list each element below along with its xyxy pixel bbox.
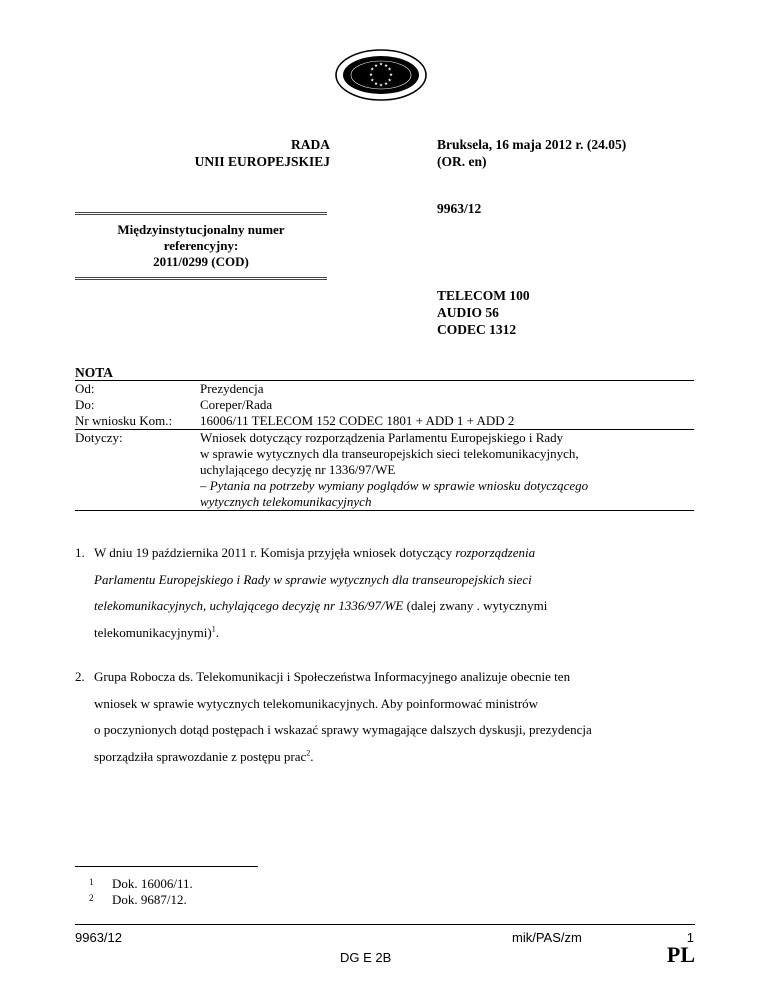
code-codec: CODEC 1312 (437, 322, 517, 337)
paragraph-text: telekomunikacyjnymi) (94, 624, 212, 640)
footnote-number: 1 (89, 877, 94, 887)
note-label: Od: (75, 381, 95, 396)
svg-text:★: ★ (370, 67, 375, 73)
svg-text:★: ★ (378, 62, 384, 68)
ref-value: 2011/0299 (COD) (153, 254, 249, 269)
footnote-ref: 2 (306, 748, 311, 758)
svg-text:★: ★ (383, 82, 389, 88)
note-label: Do: (75, 397, 95, 412)
svg-text:★: ★ (387, 78, 392, 84)
footnote-text: Dok. 16006/11. (112, 876, 193, 891)
note-row-proposal (75, 413, 694, 430)
place-date-line-1: Bruksela, 16 maja 2012 r. (24.05) (437, 137, 627, 152)
place-date (437, 136, 737, 170)
footer-initials: mik/PAS/zm (512, 930, 582, 945)
subject-italic-line: – Pytania na potrzeby wymiany poglądów w sprawie wniosku dotyczącego (200, 478, 589, 493)
footnote-text: Dok. 9687/12. (112, 892, 187, 907)
note-label: Dotyczy: (75, 430, 123, 445)
footnote-separator (75, 866, 258, 867)
svg-text:★: ★ (387, 67, 392, 73)
paragraph-text: wniosek w sprawie wytycznych telekomunikacyjnych. Aby poinformować ministrów (94, 695, 539, 711)
paragraph-2 (75, 664, 695, 770)
svg-text:★: ★ (378, 83, 384, 89)
eu-council-logo (335, 46, 427, 104)
note-title: NOTA (75, 365, 114, 380)
svg-text:★: ★ (383, 63, 389, 69)
svg-text:★: ★ (368, 73, 374, 78)
svg-text:★: ★ (370, 78, 375, 84)
subject-line: Wniosek dotyczący rozporządzenia Parlamentu Europejskiego i Rady (200, 430, 564, 445)
subject-line: w sprawie wytycznych dla transeuropejskich sieci telekomunikacyjnych, (200, 446, 579, 461)
footer-doc-number: 9963/12 (75, 930, 122, 945)
svg-text:★: ★ (388, 73, 394, 78)
svg-text:★: ★ (373, 63, 379, 69)
paragraph-text: W dniu 19 października 2011 r. Komisja przyjęła wniosek dotyczący (94, 545, 456, 560)
note-row-subject (75, 430, 694, 510)
subject-italic-line: wytycznych telekomunikacyjnych (200, 494, 372, 509)
council-name (150, 136, 330, 170)
council-line-2: UNII EUROPEJSKIEJ (194, 154, 330, 169)
paragraph-number: 1. (75, 545, 85, 560)
paragraph-text: o poczynionych dotąd postępach i wskazać sprawy wymagające dalszych dyskusji, prezydencja (94, 722, 592, 737)
note-table (75, 380, 694, 511)
footer-directorate: DG E 2B (340, 950, 392, 965)
ref-label-line-1: Międzyinstytucjonalny numer (117, 222, 285, 237)
note-row-to (75, 397, 694, 413)
note-label: Nr wniosku Kom.: (75, 413, 173, 428)
footnote-number: 2 (89, 893, 94, 903)
note-value: Prezydencja (200, 381, 264, 396)
ref-label-line-2: referencyjny: (163, 238, 239, 253)
document-number: 9963/12 (437, 201, 482, 216)
paragraph-text: . (215, 624, 219, 640)
paragraph-text: sporządziła sprawozdanie z postępu prac (94, 748, 307, 764)
paragraph-number: 2. (75, 669, 85, 684)
footer-separator (75, 924, 695, 925)
code-telecom: TELECOM 100 (437, 288, 530, 303)
note-value: Coreper/Rada (200, 397, 273, 412)
subject-line: uchylającego decyzję nr 1336/97/WE (200, 462, 396, 477)
paragraph-text: (dalej zwany . wytycznymi (403, 598, 548, 613)
footer-language: PL (666, 942, 695, 967)
paragraph-italic-text: rozporządzenia (455, 545, 536, 560)
paragraph-1 (75, 540, 695, 646)
paragraph-text: Grupa Robocza ds. Telekomunikacji i Społeczeństwa Informacyjnego analizuje obecnie ten (94, 669, 571, 684)
footer-page-number: 1 (686, 930, 694, 945)
classification-codes (437, 287, 530, 338)
paragraph-italic-text: telekomunikacyjnych, uchylającego decyzję nr 1336/97/WE (94, 598, 404, 613)
interinstitutional-reference (75, 212, 327, 280)
paragraph-text: . (310, 748, 314, 764)
note-row-from (75, 381, 694, 397)
note-subject (200, 430, 694, 510)
svg-text:★: ★ (373, 82, 379, 88)
place-date-line-2: (OR. en) (437, 154, 487, 169)
footnote-ref: 1 (211, 624, 216, 634)
council-line-1: RADA (291, 137, 330, 152)
code-audio: AUDIO 56 (437, 305, 499, 320)
note-value: 16006/11 TELECOM 152 CODEC 1801 + ADD 1 + ADD 2 (200, 413, 515, 428)
paragraph-italic-text: Parlamentu Europejskiego i Rady w sprawie wytycznych dla transeuropejskich sieci (94, 571, 532, 587)
